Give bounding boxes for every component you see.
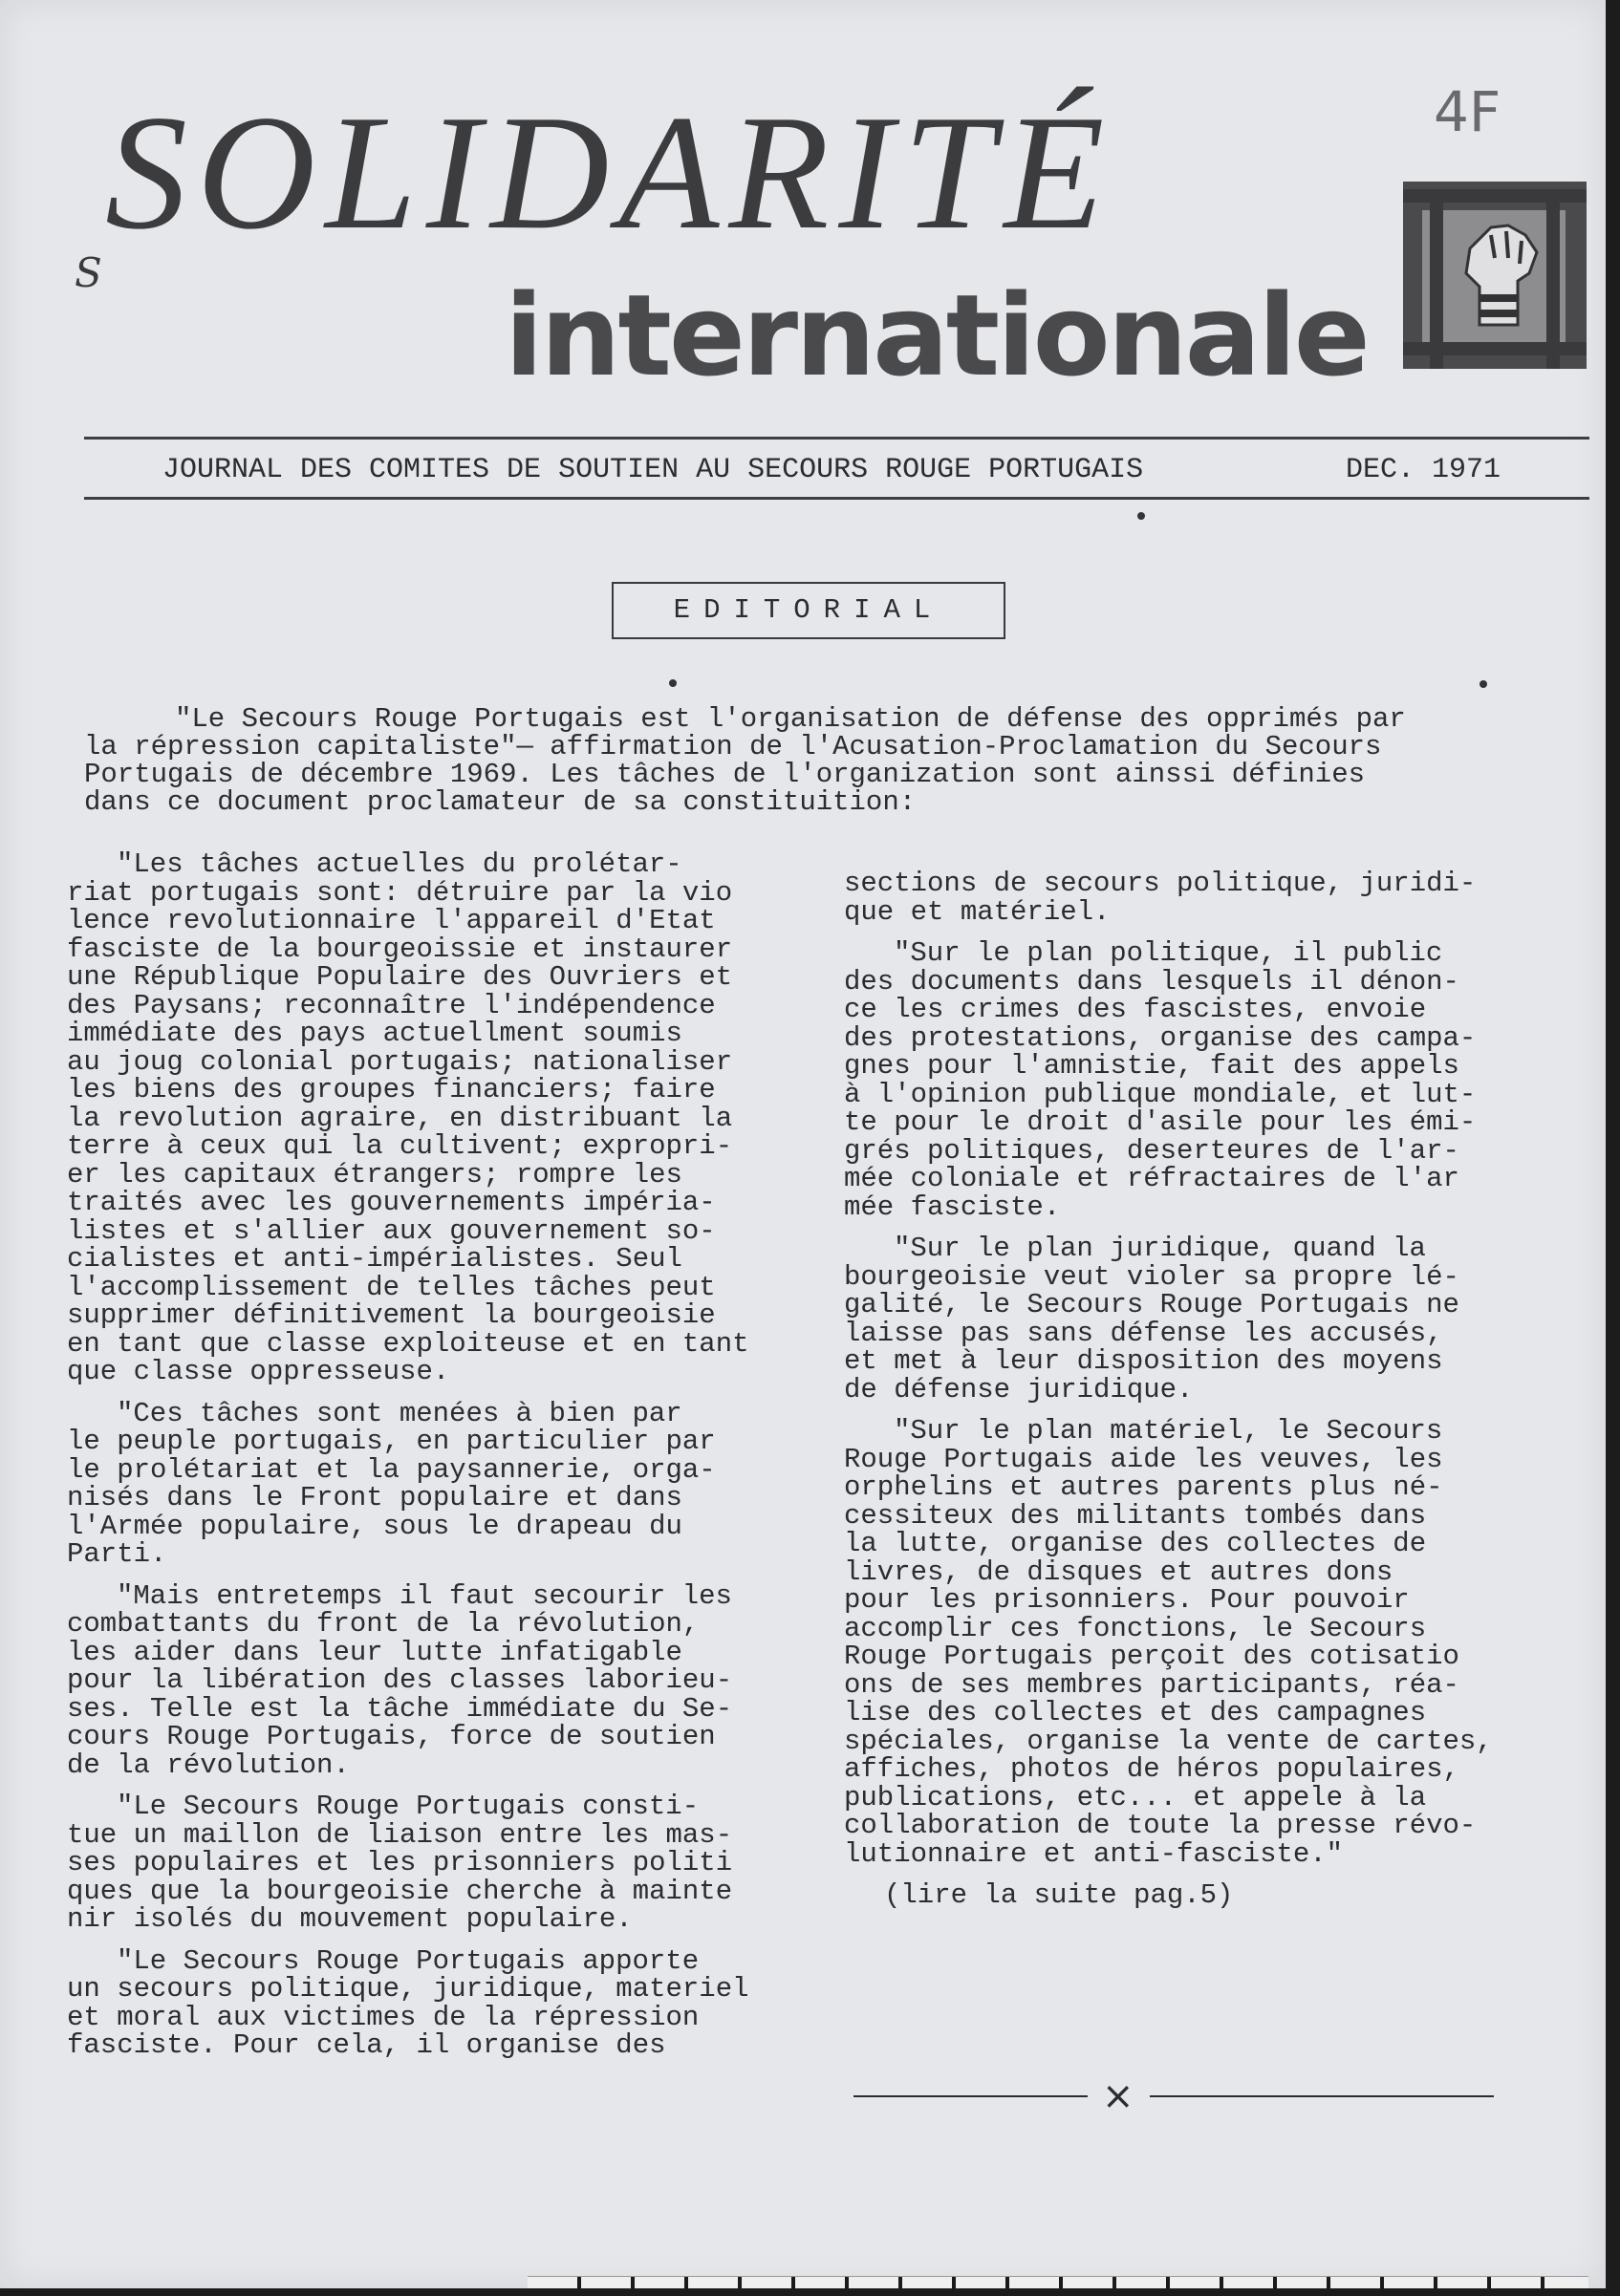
paragraph — [67, 1792, 832, 1934]
ink-speck — [1480, 680, 1487, 688]
text-line: cialistes et anti-impérialistes. Seul — [67, 1243, 682, 1275]
text-line: nisés dans le Front populaire et dans — [67, 1482, 682, 1513]
paragraph — [844, 1234, 1589, 1404]
text-line: "Sur le plan juridique, quand la — [894, 1233, 1426, 1264]
left-column — [67, 850, 832, 2073]
text-line: bourgeoisie veut violer sa propre lé- — [844, 1260, 1459, 1293]
journal-line — [162, 454, 1548, 486]
text-line: er les capitaux étrangers; rompre les — [67, 1158, 682, 1191]
text-line: "Les tâches actuelles du prolétar- — [117, 848, 682, 880]
paragraph — [844, 939, 1589, 1221]
text-line: "Sur le plan politique, il public — [894, 937, 1443, 969]
text-line: mée fasciste. — [844, 1191, 1061, 1223]
text-line: et met à leur disposition des moyens — [844, 1345, 1443, 1377]
text-line: Parti. — [67, 1538, 167, 1570]
header-rule-bottom — [84, 497, 1589, 500]
scale-ruler — [528, 2276, 1588, 2288]
text-line: les biens des groupes financiers; faire — [67, 1074, 716, 1105]
text-line: terre à ceux qui la cultivent; expropri- — [67, 1130, 733, 1162]
separator-line-left — [853, 2095, 1088, 2097]
text-line: laisse pas sans défense les accusés, — [844, 1317, 1443, 1349]
text-line: et moral aux victimes de la répression — [67, 2001, 700, 2033]
text-line: "Sur le plan matériel, le Secours — [894, 1415, 1443, 1447]
text-line: nir isolés du mouvement populaire. — [67, 1903, 633, 1935]
text-line: mée coloniale et réfractaires de l'ar — [844, 1163, 1459, 1194]
text-line: livres, de disques et autres dons — [844, 1556, 1393, 1588]
text-line: te pour le droit d'asile pour les émi- — [844, 1106, 1477, 1138]
paragraph — [844, 1417, 1589, 1868]
margin-mark: S — [75, 249, 102, 296]
text-line: ce les crimes des fascistes, envoie — [844, 994, 1427, 1025]
text-line: une République Populaire des Ouvriers et — [67, 961, 733, 993]
paragraph — [67, 1397, 832, 1570]
text-line: les aider dans leur lutte infatigable — [67, 1636, 682, 1668]
text-line: cours Rouge Portugais, force de soutien — [67, 1721, 716, 1752]
ink-speck — [1137, 512, 1145, 520]
separator-mark: × — [1102, 2074, 1134, 2118]
text-line: spéciales, organise la vente de cartes, — [844, 1725, 1493, 1757]
text-line: publications, etc... et appele à la — [844, 1781, 1427, 1813]
text-line: gnes pour l'amnistie, fait des appels — [844, 1050, 1459, 1082]
text-line: fasciste de la bourgeoissie et instaurer — [67, 933, 733, 965]
text-line: Rouge Portugais aide les veuves, les — [844, 1443, 1443, 1475]
text-line: ses populaires et les prisonniers politi — [67, 1847, 733, 1878]
handwritten-note: 4F — [1434, 79, 1501, 144]
text-line: la lutte, organise des collectes de — [844, 1528, 1427, 1559]
text-line: de la révolution. — [67, 1749, 350, 1781]
continuation-note: (lire la suite pag.5) — [884, 1879, 1234, 1911]
journal-title: JOURNAL DES COMITES DE SOUTIEN AU SECOURS ROUGE PORTUGAIS — [162, 454, 1144, 486]
text-line: "Mais entretemps il faut secourir les — [117, 1579, 732, 1612]
text-line: le peuple portugais, en particulier par — [67, 1426, 716, 1457]
ink-speck — [669, 679, 677, 687]
intro-line: dans ce document proclamateur de sa constituition: — [84, 786, 917, 818]
masthead-title: SOLIDARITÉ — [105, 82, 1114, 264]
text-line: riat portugais sont: détruire par la vio — [67, 876, 733, 909]
text-line: la revolution agraire, en distribuant la — [67, 1102, 733, 1134]
text-line: traités avec les gouvernements impéria- — [67, 1187, 716, 1218]
paragraph — [844, 869, 1589, 926]
paragraph — [67, 1944, 832, 2061]
text-line: affiches, photos de héros populaires, — [844, 1753, 1459, 1785]
text-line: accomplir ces fonctions, le Secours — [844, 1612, 1427, 1644]
issue-date: DEC. 1971 — [1346, 454, 1501, 486]
text-line: tue un maillon de liaison entre les mas- — [67, 1818, 733, 1851]
text-line: fasciste. Pour cela, il organise des — [67, 2029, 666, 2061]
text-line: au joug colonial portugais; nationaliser — [67, 1045, 733, 1078]
text-line: l'Armée populaire, sous le drapeau du — [67, 1510, 682, 1542]
text-line: grés politiques, deserteures de l'ar- — [844, 1134, 1459, 1167]
text-line: des documents dans lesquels il dénon- — [844, 965, 1459, 998]
text-line: supprimer définitivement la bourgeoisie — [67, 1299, 716, 1331]
raised-fist-behind-bars-icon — [1403, 182, 1587, 369]
text-line: le prolétariat et la paysannerie, orga- — [67, 1453, 716, 1486]
editorial-heading: EDITORIAL — [612, 582, 1005, 639]
text-line: en tant que classe exploiteuse et en tant — [67, 1327, 749, 1360]
text-line: orphelins et autres parents plus né- — [844, 1471, 1443, 1503]
text-line: lutionnaire et anti-fasciste." — [844, 1837, 1344, 1870]
text-line: que classe oppresseuse. — [67, 1356, 450, 1387]
text-line: "Ces tâches sont menées à bien par — [117, 1397, 682, 1429]
text-line: lence revolutionnaire l'appareil d'Etat — [67, 905, 716, 936]
text-line: des protestations, organise des campa- — [844, 1021, 1477, 1054]
text-line: de défense juridique. — [844, 1373, 1194, 1405]
masthead-subtitle: internationale — [505, 269, 1368, 401]
text-line: lise des collectes et des campagnes — [844, 1697, 1427, 1728]
header-rule-top — [84, 437, 1589, 440]
paragraph — [67, 1579, 832, 1781]
intro-line: "Le Secours Rouge Portugais est l'organisation de défense des opprimés par — [175, 703, 1406, 735]
paragraph — [67, 850, 832, 1386]
text-line: que et matériel. — [844, 895, 1111, 928]
text-line: "Le Secours Rouge Portugais consti- — [117, 1791, 700, 1822]
text-line: cessiteux des militants tombés dans — [844, 1499, 1427, 1532]
intro-paragraph — [84, 705, 1575, 816]
text-line: combattants du front de la révolution, — [67, 1608, 700, 1640]
text-line: galité, le Secours Rouge Portugais ne — [844, 1289, 1459, 1320]
text-line: collaboration de toute la presse révo- — [844, 1810, 1477, 1841]
text-line: pour la libération des classes laborieu- — [67, 1664, 733, 1696]
end-separator — [853, 2074, 1523, 2118]
intro-line: la répression capitaliste"— affirmation de l'Acusation-Proclamation du Secours — [84, 731, 1382, 762]
intro-line: Portugais de décembre 1969. Les tâches de l'organization sont ainssi définies — [84, 759, 1366, 790]
text-line: ses. Telle est la tâche immédiate du Se- — [67, 1692, 733, 1725]
text-line: sections de secours politique, juridi- — [844, 868, 1477, 899]
text-line: ons de ses membres participants, réa- — [844, 1668, 1459, 1701]
text-line: Rouge Portugais perçoit des cotisatio — [844, 1641, 1459, 1672]
text-line: l'accomplissement de telles tâches peut — [67, 1271, 716, 1303]
text-line: "Le Secours Rouge Portugais apporte — [117, 1944, 700, 1977]
text-line: à l'opinion publique mondiale, et lut- — [844, 1078, 1477, 1110]
text-line: des Paysans; reconnaître l'indépendence — [67, 989, 716, 1021]
text-line: immédiate des pays actuellment soumis — [67, 1018, 682, 1049]
text-line: un secours politique, juridique, materiel — [67, 1973, 749, 2005]
text-line: pour les prisonniers. Pour pouvoir — [844, 1584, 1410, 1616]
text-line: ques que la bourgeoisie cherche à mainte — [67, 1875, 733, 1907]
separator-line-right — [1150, 2095, 1494, 2097]
right-column — [844, 869, 1589, 1910]
text-line: listes et s'allier aux gouvernement so- — [67, 1214, 716, 1247]
